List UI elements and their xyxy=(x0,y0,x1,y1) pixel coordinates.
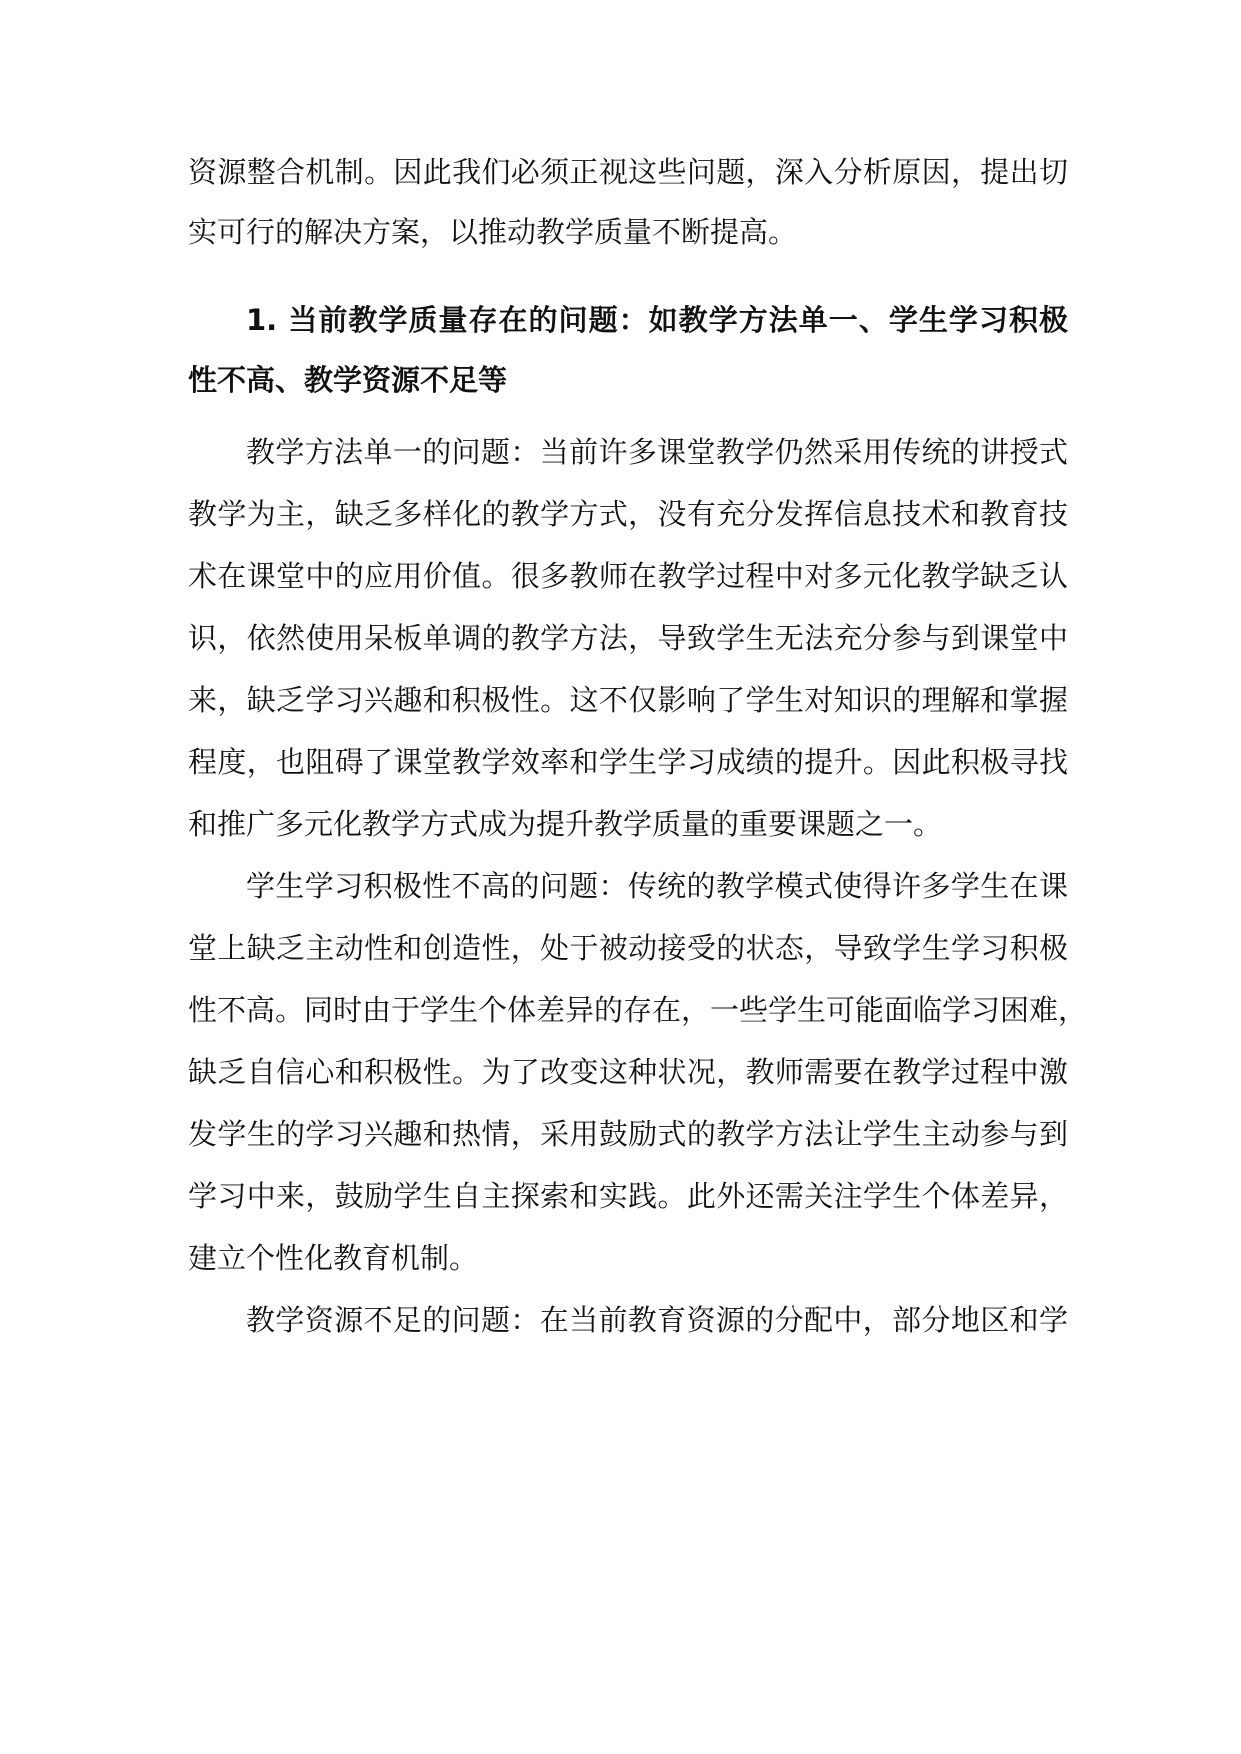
paragraph-line: 建立个性化教育机制。 xyxy=(188,1241,479,1275)
paragraph-line: 程度，也阻碍了课堂教学效率和学生学习成绩的提升。因此积极寻找 xyxy=(188,745,1068,779)
paragraph-line: 术在课堂中的应用价值。很多教师在教学过程中对多元化教学缺乏认 xyxy=(188,559,1068,593)
paragraph-line: 学习中来，鼓励学生自主探索和实践。此外还需关注学生个体差异， xyxy=(188,1179,1068,1213)
paragraph-line: 学生学习积极性不高的问题：传统的教学模式使得许多学生在课 xyxy=(246,869,1068,903)
paragraph-line: 和推广多元化教学方式成为提升教学质量的重要课题之一。 xyxy=(188,807,943,841)
paragraph-line: 实可行的解决方案，以推动教学质量不断提高。 xyxy=(188,215,798,249)
paragraph-line: 来，缺乏学习兴趣和积极性。这不仅影响了学生对知识的理解和掌握 xyxy=(188,683,1068,717)
paragraph-line: 堂上缺乏主动性和创造性，处于被动接受的状态，导致学生学习积极 xyxy=(188,931,1068,965)
paragraph-line: 缺乏自信心和积极性。为了改变这种状况，教师需要在教学过程中激 xyxy=(188,1055,1068,1089)
section-heading-line: 性不高、教学资源不足等 xyxy=(188,363,508,397)
section-heading-line: 1. 当前教学质量存在的问题：如教学方法单一、学生学习积极 xyxy=(246,303,1068,337)
paragraph-line: 识，依然使用呆板单调的教学方法，导致学生无法充分参与到课堂中 xyxy=(188,621,1068,655)
paragraph-line: 教学方法单一的问题：当前许多课堂教学仍然采用传统的讲授式 xyxy=(246,435,1068,469)
paragraph-line: 教学资源不足的问题：在当前教育资源的分配中，部分地区和学 xyxy=(246,1303,1068,1337)
paragraph-line: 发学生的学习兴趣和热情，采用鼓励式的教学方法让学生主动参与到 xyxy=(188,1117,1068,1151)
paragraph-line: 性不高。同时由于学生个体差异的存在，一些学生可能面临学习困难， xyxy=(188,993,1088,1027)
paragraph-line: 资源整合机制。因此我们必须正视这些问题，深入分析原因，提出切 xyxy=(188,155,1068,189)
paragraph-line: 教学为主，缺乏多样化的教学方式，没有充分发挥信息技术和教育技 xyxy=(188,497,1068,531)
